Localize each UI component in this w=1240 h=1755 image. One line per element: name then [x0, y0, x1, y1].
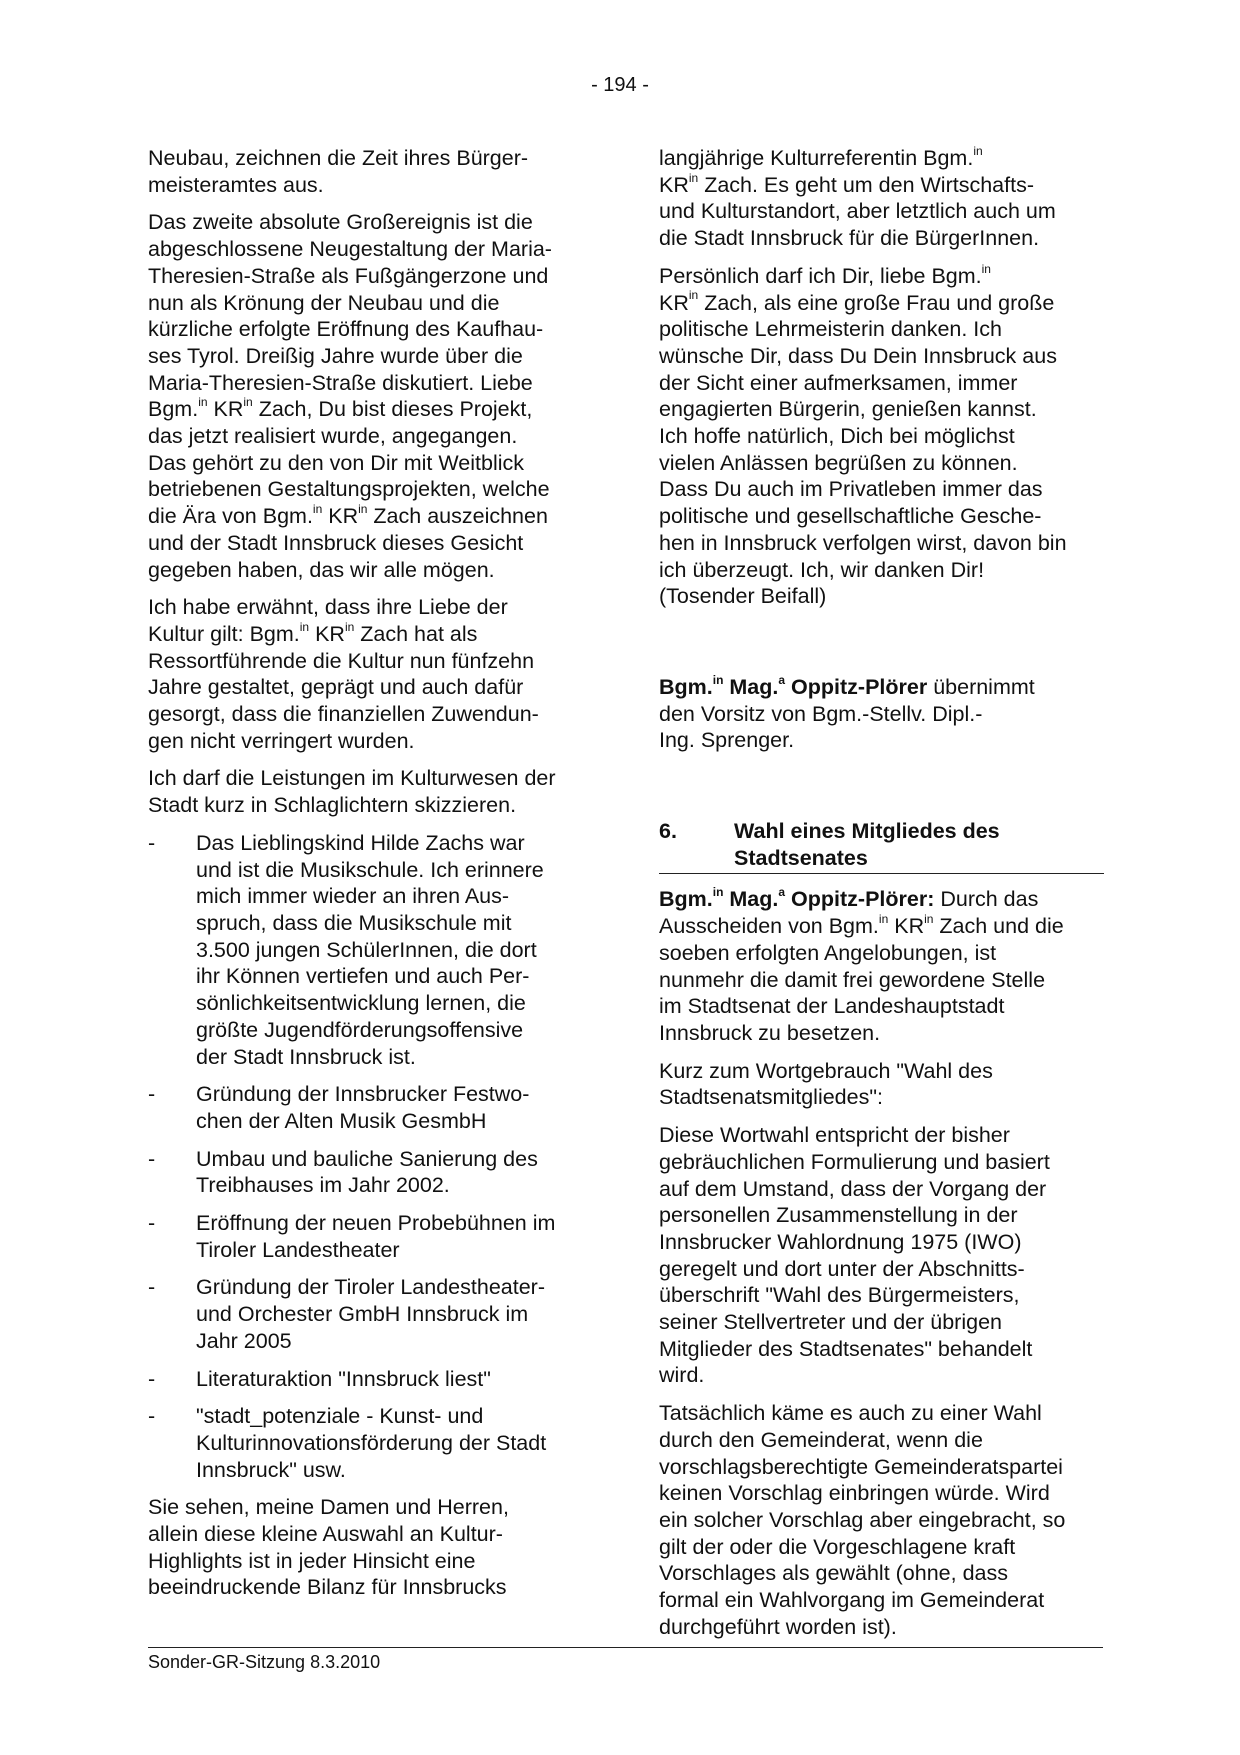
text-line: $KR^{in}$ Zach. Es geht um den Wirtschafts-	[659, 170, 1034, 197]
text-line: Dass Du auch im Privatleben immer das	[659, 477, 1043, 502]
paragraph	[659, 674, 1104, 754]
text-line: $KR^{in}$ Zach, als eine große Frau und große	[659, 288, 1055, 315]
text-line: gebräuchlichen Formulierung und basiert	[659, 1149, 1050, 1174]
text-line: seiner Stellvertreter und der übrigen	[659, 1310, 1002, 1335]
text-line: engagierten Bürgerin, genießen kannst.	[659, 397, 1037, 422]
text-line: Das zweite absolute Großereignis ist die	[148, 210, 533, 235]
left-column	[148, 145, 593, 1601]
list-item: - "stadt_potenziale - Kunst- und Kulturinnovationsförderung der Stadt Innsbruck" usw.	[148, 1404, 547, 1482]
text-line: vielen Anlässen begrüßen zu können.	[659, 450, 1018, 475]
text-line: Ich habe erwähnt, dass ihre Liebe der	[148, 595, 508, 620]
text-line: meisteramtes aus.	[148, 172, 324, 197]
list-item: - Gründung der Innsbrucker Festwo- chen der Alten Musik GesmbH	[148, 1082, 530, 1133]
text-line: Innsbruck zu besetzen.	[659, 1020, 881, 1045]
footer-rule	[148, 1647, 1103, 1648]
text-line: gegeben haben, das wir alle mögen.	[148, 557, 495, 582]
text-line: nunmehr die damit frei gewordene Stelle	[659, 967, 1046, 992]
text-line: soeben erfolgten Angelobungen, ist	[659, 940, 997, 965]
text-line: Bgm.$^{in}$ Mag.$^a$ Oppitz-Plörer: Durch das	[659, 885, 1039, 912]
text-line: Das gehört zu den von Dir mit Weitblick	[148, 450, 524, 475]
text-line: formal ein Wahlvorgang im Gemeinderat	[659, 1588, 1045, 1613]
paragraph	[148, 145, 593, 198]
section-heading: 6. Wahl eines Mitgliedes des Stadtsenates	[659, 818, 1104, 874]
text-line: auf dem Umstand, dass der Vorgang der	[659, 1176, 1047, 1201]
text-line: Sie sehen, meine Damen und Herren,	[148, 1495, 509, 1520]
text-line: der Sicht einer aufmerksamen, immer	[659, 370, 1018, 395]
paragraph	[659, 1122, 1104, 1389]
text-line: Bgm.$^{in}$ Mag.$^a$ Oppitz-Plörer übernimmt	[659, 672, 1035, 699]
text-line: im Stadtsenat der Landeshauptstadt	[659, 994, 1005, 1019]
paragraph	[659, 263, 1104, 610]
text-line: Bgm.$^{in}$ $KR^{in}$ Zach, Du bist dieses Projekt,	[148, 395, 533, 422]
text-line: Tatsächlich käme es auch zu einer Wahl	[659, 1401, 1042, 1426]
text-line: ses Tyrol. Dreißig Jahre wurde über die	[148, 343, 523, 368]
text-line: Kurz zum Wortgebrauch "Wahl des	[659, 1058, 993, 1083]
text-line: durchgeführt worden ist).	[659, 1614, 897, 1639]
text-line: nun als Krönung der Neubau und die	[148, 290, 500, 315]
text-line: Theresien-Straße als Fußgängerzone und	[148, 263, 549, 288]
text-line: wünsche Dir, dass Du Dein Innsbruck aus	[659, 343, 1057, 368]
text-line: durch den Gemeinderat, wenn die	[659, 1427, 983, 1452]
text-line: Mitglieder des Stadtsenates" behandelt	[659, 1336, 1033, 1361]
text-line: und Kulturstandort, aber letztlich auch um	[659, 199, 1056, 224]
text-line: wird.	[659, 1363, 705, 1388]
text-line: Stadt kurz in Schlaglichtern skizzieren.	[148, 793, 517, 818]
text-line: Persönlich darf ich Dir, liebe Bgm.$^{in}$	[659, 261, 991, 288]
text-line: gesorgt, dass die finanziellen Zuwendun-	[148, 702, 539, 727]
text-line: und der Stadt Innsbruck dieses Gesicht	[148, 530, 524, 555]
text-line: die Stadt Innsbruck für die BürgerInnen.	[659, 226, 1040, 251]
paragraph	[148, 594, 593, 754]
text-line: ich überzeugt. Ich, wir danken Dir!	[659, 557, 985, 582]
text-line: keinen Vorschlag einbringen würde. Wird	[659, 1481, 1050, 1506]
text-line: Highlights ist in jeder Hinsicht eine	[148, 1548, 476, 1573]
page-number: - 194 -	[591, 74, 649, 96]
text-line: politische Lehrmeisterin danken. Ich	[659, 317, 1002, 342]
text-line: langjährige Kulturreferentin Bgm.$^{in}$	[659, 143, 983, 170]
text-line: Ich hoffe natürlich, Dich bei möglichst	[659, 424, 1015, 449]
text-line: Ich darf die Leistungen im Kulturwesen der	[148, 766, 556, 791]
text-line: gilt der oder die Vorgeschlagene kraft	[659, 1534, 1016, 1559]
text-line: Ing. Sprenger.	[659, 728, 795, 753]
text-line: Maria-Theresien-Straße diskutiert. Liebe	[148, 370, 533, 395]
paragraph	[659, 1400, 1104, 1640]
text-line: überschrift "Wahl des Bürgermeisters,	[659, 1283, 1020, 1308]
footer: Sonder-GR-Sitzung 8.3.2010	[148, 1652, 381, 1672]
text-line: beeindruckende Bilanz für Innsbrucks	[148, 1575, 507, 1600]
text-line: Ausscheiden von Bgm.$^{in}$ $KR^{in}$ Zach und die	[659, 912, 1064, 939]
text-line: das jetzt realisiert wurde, angegangen.	[148, 424, 518, 449]
text-line: die Ära von Bgm.$^{in}$ $KR^{in}$ Zach auszeichnen	[148, 501, 548, 529]
list-item: - Eröffnung der neuen Probebühnen im Tiroler Landestheater	[148, 1211, 556, 1262]
paragraph	[148, 1494, 593, 1601]
text-line: Vorschlages als gewählt (ohne, dass	[659, 1561, 1008, 1586]
text-line: personellen Zusammenstellung in der	[659, 1203, 1018, 1228]
text-line: abgeschlossene Neugestaltung der Maria-	[148, 237, 552, 262]
text-line: Stadtsenatsmitgliedes":	[659, 1085, 883, 1110]
text-line: betriebenen Gestaltungsprojekten, welche	[148, 477, 550, 502]
paragraph	[148, 765, 593, 818]
text-line: Diese Wortwahl entspricht der bisher	[659, 1123, 1010, 1148]
text-line: Jahre gestaltet, geprägt und auch dafür	[148, 675, 524, 700]
right-column	[659, 145, 1104, 1640]
text-line: den Vorsitz von Bgm.-Stellv. Dipl.-	[659, 701, 983, 726]
text-line: politische und gesellschaftliche Gesche-	[659, 504, 1042, 529]
list-item: - Umbau und bauliche Sanierung des Treibhauses im Jahr 2002.	[148, 1146, 538, 1198]
text-line: Innsbrucker Wahlordnung 1975 (IWO)	[659, 1229, 1022, 1254]
text-line: Kultur gilt: Bgm.$^{in}$ $KR^{in}$ Zach hat als	[148, 619, 478, 646]
list-item: - Literaturaktion "Innsbruck liest"	[148, 1366, 491, 1391]
text-line: kürzliche erfolgte Eröffnung des Kaufhau-	[148, 317, 544, 342]
text-line: gen nicht verringert wurden.	[148, 728, 415, 753]
paragraph	[148, 209, 593, 583]
list-item: - Gründung der Tiroler Landestheater- und Orchester GmbH Innsbruck im Jahr 2005	[148, 1275, 545, 1353]
text-line: geregelt und dort unter der Abschnitts-	[659, 1256, 1025, 1281]
text-line: Ressortführende die Kultur nun fünfzehn	[148, 648, 535, 673]
text-line: (Tosender Beifall)	[659, 584, 827, 609]
text-line: ein solcher Vorschlag aber eingebracht, so	[659, 1507, 1066, 1532]
text-line: allein diese kleine Auswahl an Kultur-	[148, 1522, 503, 1547]
list-item: - Das Lieblingskind Hilde Zachs war und ist die Musikschule. Ich erinnere mich immer wieder an ihren Aus- spruch, dass die Musikschule mit 3.500 jungen SchülerInnen, die dort ihr Können vertiefen und auch Per- sönlichkeitsentwicklung lernen, die größte Jugendförderungsoffensive der Stadt Innsbruck ist.	[148, 830, 544, 1069]
paragraph	[659, 145, 1104, 252]
text-line: Neubau, zeichnen die Zeit ihres Bürger-	[148, 146, 529, 170]
paragraph	[659, 1058, 1104, 1111]
text-line: hen in Innsbruck verfolgen wirst, davon bin	[659, 530, 1067, 555]
paragraph	[659, 886, 1104, 1046]
text-line: vorschlagsberechtigte Gemeinderatspartei	[659, 1454, 1063, 1479]
